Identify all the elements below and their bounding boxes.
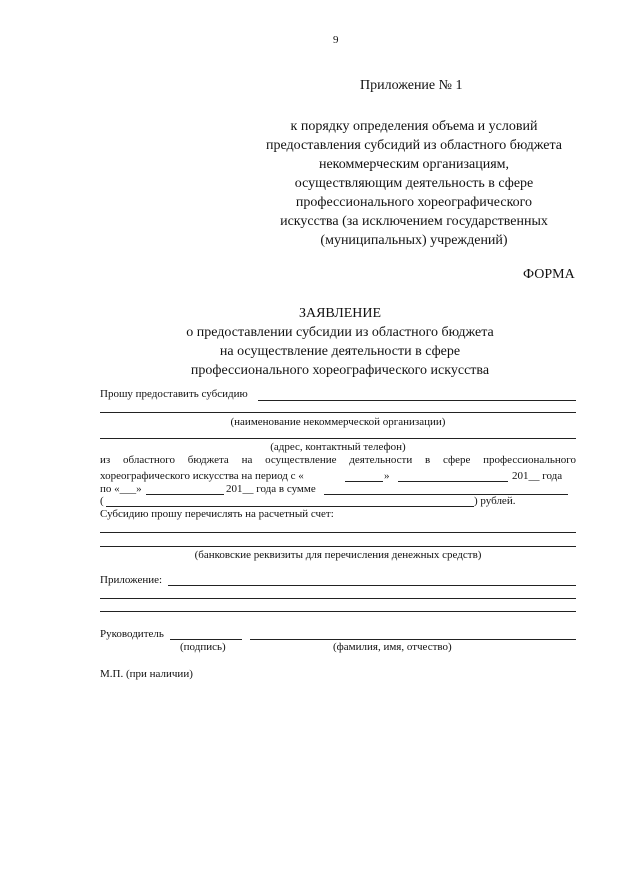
appendix-line: предоставления субсидий из областного бюджета	[266, 138, 562, 153]
attachment-field-1[interactable]	[168, 585, 576, 586]
period-end-month-field[interactable]	[146, 494, 224, 495]
appendix-line: (муниципальных) учреждений)	[320, 233, 508, 248]
purpose-line-2c: 201__ года	[512, 470, 563, 482]
attachment-field-2[interactable]	[100, 598, 576, 599]
form-label: ФОРМА	[523, 267, 575, 282]
head-label: Руководитель	[100, 628, 164, 640]
amount-close: ) рублей.	[474, 495, 516, 507]
purpose-line-3b: 201__ года в сумме	[226, 483, 316, 495]
bank-caption: (банковские реквизиты для перечисления денежных средств)	[194, 549, 482, 561]
attachment-field-3[interactable]	[100, 611, 576, 612]
address-caption: (адрес, контактный телефон)	[270, 441, 406, 453]
heading-line: профессионального хореографического искусства	[190, 363, 490, 378]
name-caption: (фамилия, имя, отчество)	[333, 641, 452, 653]
purpose-line-2a: хореографического искусства на период с «	[100, 470, 304, 482]
attachment-label: Приложение:	[100, 574, 163, 586]
account-label: Субсидию прошу перечислять на расчетный счет:	[100, 508, 334, 520]
account-field-2[interactable]	[100, 546, 576, 547]
signature-field[interactable]	[170, 639, 242, 640]
appendix-line: к порядку определения объема и условий	[290, 119, 538, 134]
purpose-line-1: из областного бюджета на осуществление деятельности в сфере профессионального	[100, 454, 576, 466]
subsidy-field[interactable]	[258, 400, 576, 401]
heading-block	[150, 304, 530, 380]
purpose-line-2b: »	[384, 470, 390, 482]
heading-title: ЗАЯВЛЕНИЕ	[298, 306, 382, 321]
amount-words-field[interactable]	[106, 506, 474, 507]
purpose-line-3a: по «___»	[100, 483, 142, 495]
heading-line: на осуществление деятельности в сфере	[219, 344, 461, 359]
amount-open: (	[100, 495, 104, 507]
amount-field[interactable]	[324, 494, 568, 495]
full-name-field[interactable]	[250, 639, 576, 640]
appendix-line: осуществляющим деятельность в сфере	[294, 176, 534, 191]
stamp-label: М.П. (при наличии)	[100, 668, 193, 680]
period-start-day-field[interactable]	[345, 481, 383, 482]
appendix-title: Приложение № 1	[360, 78, 463, 93]
request-label: Прошу предоставить субсидию	[100, 388, 248, 400]
appendix-line: искусства (за исключением государственных	[280, 214, 548, 229]
heading-line: о предоставлении субсидии из областного бюджета	[186, 325, 494, 340]
address-field[interactable]	[100, 438, 576, 439]
appendix-line: профессионального хореографического	[295, 195, 533, 210]
appendix-block	[248, 117, 580, 250]
period-start-month-field[interactable]	[398, 481, 508, 482]
org-field[interactable]	[100, 412, 576, 413]
signature-caption: (подпись)	[180, 641, 226, 653]
org-caption: (наименование некоммерческой организации)	[230, 416, 446, 428]
appendix-line: некоммерческим организациям,	[318, 157, 510, 172]
account-field-1[interactable]	[100, 532, 576, 533]
page-number: 9	[333, 34, 339, 46]
